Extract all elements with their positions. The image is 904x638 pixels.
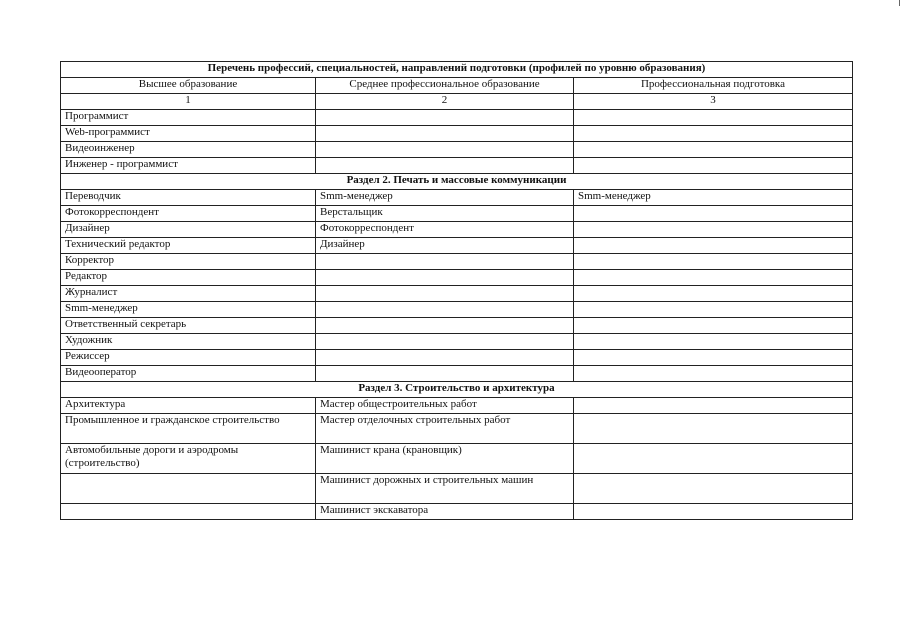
table-cell: Дизайнер bbox=[316, 238, 574, 254]
table-cell bbox=[574, 110, 853, 126]
table-body bbox=[61, 62, 853, 520]
table-cell bbox=[61, 504, 316, 520]
table-cell: Технический редактор bbox=[61, 238, 316, 254]
table-cell: Программист bbox=[61, 110, 316, 126]
table-cell bbox=[574, 142, 853, 158]
table-title: Перечень профессий, специальностей, направлений подготовки (профилей по уровню образования) bbox=[61, 62, 853, 78]
table-cell bbox=[574, 222, 853, 238]
table-row bbox=[61, 350, 853, 366]
table-cell: Машинист крана (крановщик) bbox=[316, 444, 574, 474]
number-row bbox=[61, 94, 853, 110]
table-row bbox=[61, 444, 853, 474]
table-cell bbox=[574, 318, 853, 334]
table-cell bbox=[316, 286, 574, 302]
table-cell bbox=[316, 366, 574, 382]
table-cell bbox=[574, 334, 853, 350]
table-cell bbox=[574, 366, 853, 382]
table-cell: Видеооператор bbox=[61, 366, 316, 382]
table-cell: Мастер общестроительных работ bbox=[316, 398, 574, 414]
table-cell: Архитектура bbox=[61, 398, 316, 414]
table-row bbox=[61, 110, 853, 126]
table-cell bbox=[316, 350, 574, 366]
section-title: Раздел 2. Печать и массовые коммуникации bbox=[61, 174, 853, 190]
title-row bbox=[61, 62, 853, 78]
table-cell bbox=[316, 318, 574, 334]
table-row bbox=[61, 126, 853, 142]
section-row bbox=[61, 382, 853, 398]
table-row bbox=[61, 318, 853, 334]
table-row bbox=[61, 254, 853, 270]
table-row bbox=[61, 222, 853, 238]
table-cell: Редактор bbox=[61, 270, 316, 286]
table-cell bbox=[574, 254, 853, 270]
header-secondary-education: Среднее профессиональное образование bbox=[316, 78, 574, 94]
table-row bbox=[61, 474, 853, 504]
table-cell bbox=[574, 238, 853, 254]
table-cell: Фотокорреспондент bbox=[316, 222, 574, 238]
header-row bbox=[61, 78, 853, 94]
column-number: 3 bbox=[574, 94, 853, 110]
table-cell bbox=[574, 206, 853, 222]
section-title: Раздел 3. Строительство и архитектура bbox=[61, 382, 853, 398]
table-row bbox=[61, 158, 853, 174]
table-cell: Фотокорреспондент bbox=[61, 206, 316, 222]
table-cell bbox=[574, 444, 853, 474]
table-row bbox=[61, 142, 853, 158]
table-row bbox=[61, 366, 853, 382]
table-cell bbox=[574, 286, 853, 302]
table-cell: Мастер отделочных строительных работ bbox=[316, 414, 574, 444]
column-number: 1 bbox=[61, 94, 316, 110]
table-cell: Художник bbox=[61, 334, 316, 350]
table-cell: Режиссер bbox=[61, 350, 316, 366]
header-professional-training: Профессиональная подготовка bbox=[574, 78, 853, 94]
table-cell: Верстальщик bbox=[316, 206, 574, 222]
table-cell bbox=[574, 158, 853, 174]
table-cell: Ответственный секретарь bbox=[61, 318, 316, 334]
table-row bbox=[61, 206, 853, 222]
table-cell bbox=[574, 414, 853, 444]
table-cell bbox=[316, 334, 574, 350]
table-row bbox=[61, 414, 853, 444]
table-row bbox=[61, 334, 853, 350]
table-cell: Web-программист bbox=[61, 126, 316, 142]
header-higher-education: Высшее образование bbox=[61, 78, 316, 94]
section-row bbox=[61, 174, 853, 190]
table-cell bbox=[316, 254, 574, 270]
table-cell bbox=[61, 474, 316, 504]
table-cell: Видеоинженер bbox=[61, 142, 316, 158]
table-cell: Smm-менеджер bbox=[574, 190, 853, 206]
scan-mark bbox=[899, 0, 900, 6]
table-cell bbox=[574, 504, 853, 520]
table-cell bbox=[574, 474, 853, 504]
table-cell: Промышленное и гражданское строительство bbox=[61, 414, 316, 444]
table-cell: Smm-менеджер bbox=[61, 302, 316, 318]
table-cell: Журналист bbox=[61, 286, 316, 302]
table-cell: Инженер - программист bbox=[61, 158, 316, 174]
table-cell bbox=[316, 270, 574, 286]
table-row bbox=[61, 190, 853, 206]
table-cell bbox=[316, 142, 574, 158]
table-cell bbox=[574, 350, 853, 366]
table-cell bbox=[316, 126, 574, 142]
table-cell: Автомобильные дороги и аэродромы (строительство) bbox=[61, 444, 316, 474]
table-cell bbox=[574, 302, 853, 318]
table-cell bbox=[574, 398, 853, 414]
table-row bbox=[61, 398, 853, 414]
column-number: 2 bbox=[316, 94, 574, 110]
table-row bbox=[61, 286, 853, 302]
table-cell bbox=[316, 158, 574, 174]
table-cell: Smm-менеджер bbox=[316, 190, 574, 206]
table-cell: Машинист дорожных и строительных машин bbox=[316, 474, 574, 504]
table-cell: Дизайнер bbox=[61, 222, 316, 238]
table-cell bbox=[574, 126, 853, 142]
table-cell: Машинист экскаватора bbox=[316, 504, 574, 520]
table-cell: Переводчик bbox=[61, 190, 316, 206]
table-row bbox=[61, 504, 853, 520]
table-row bbox=[61, 302, 853, 318]
table-row bbox=[61, 238, 853, 254]
table-cell bbox=[574, 270, 853, 286]
table-row bbox=[61, 270, 853, 286]
table-cell: Корректор bbox=[61, 254, 316, 270]
professions-table bbox=[60, 61, 853, 520]
table-cell bbox=[316, 302, 574, 318]
table-cell bbox=[316, 110, 574, 126]
